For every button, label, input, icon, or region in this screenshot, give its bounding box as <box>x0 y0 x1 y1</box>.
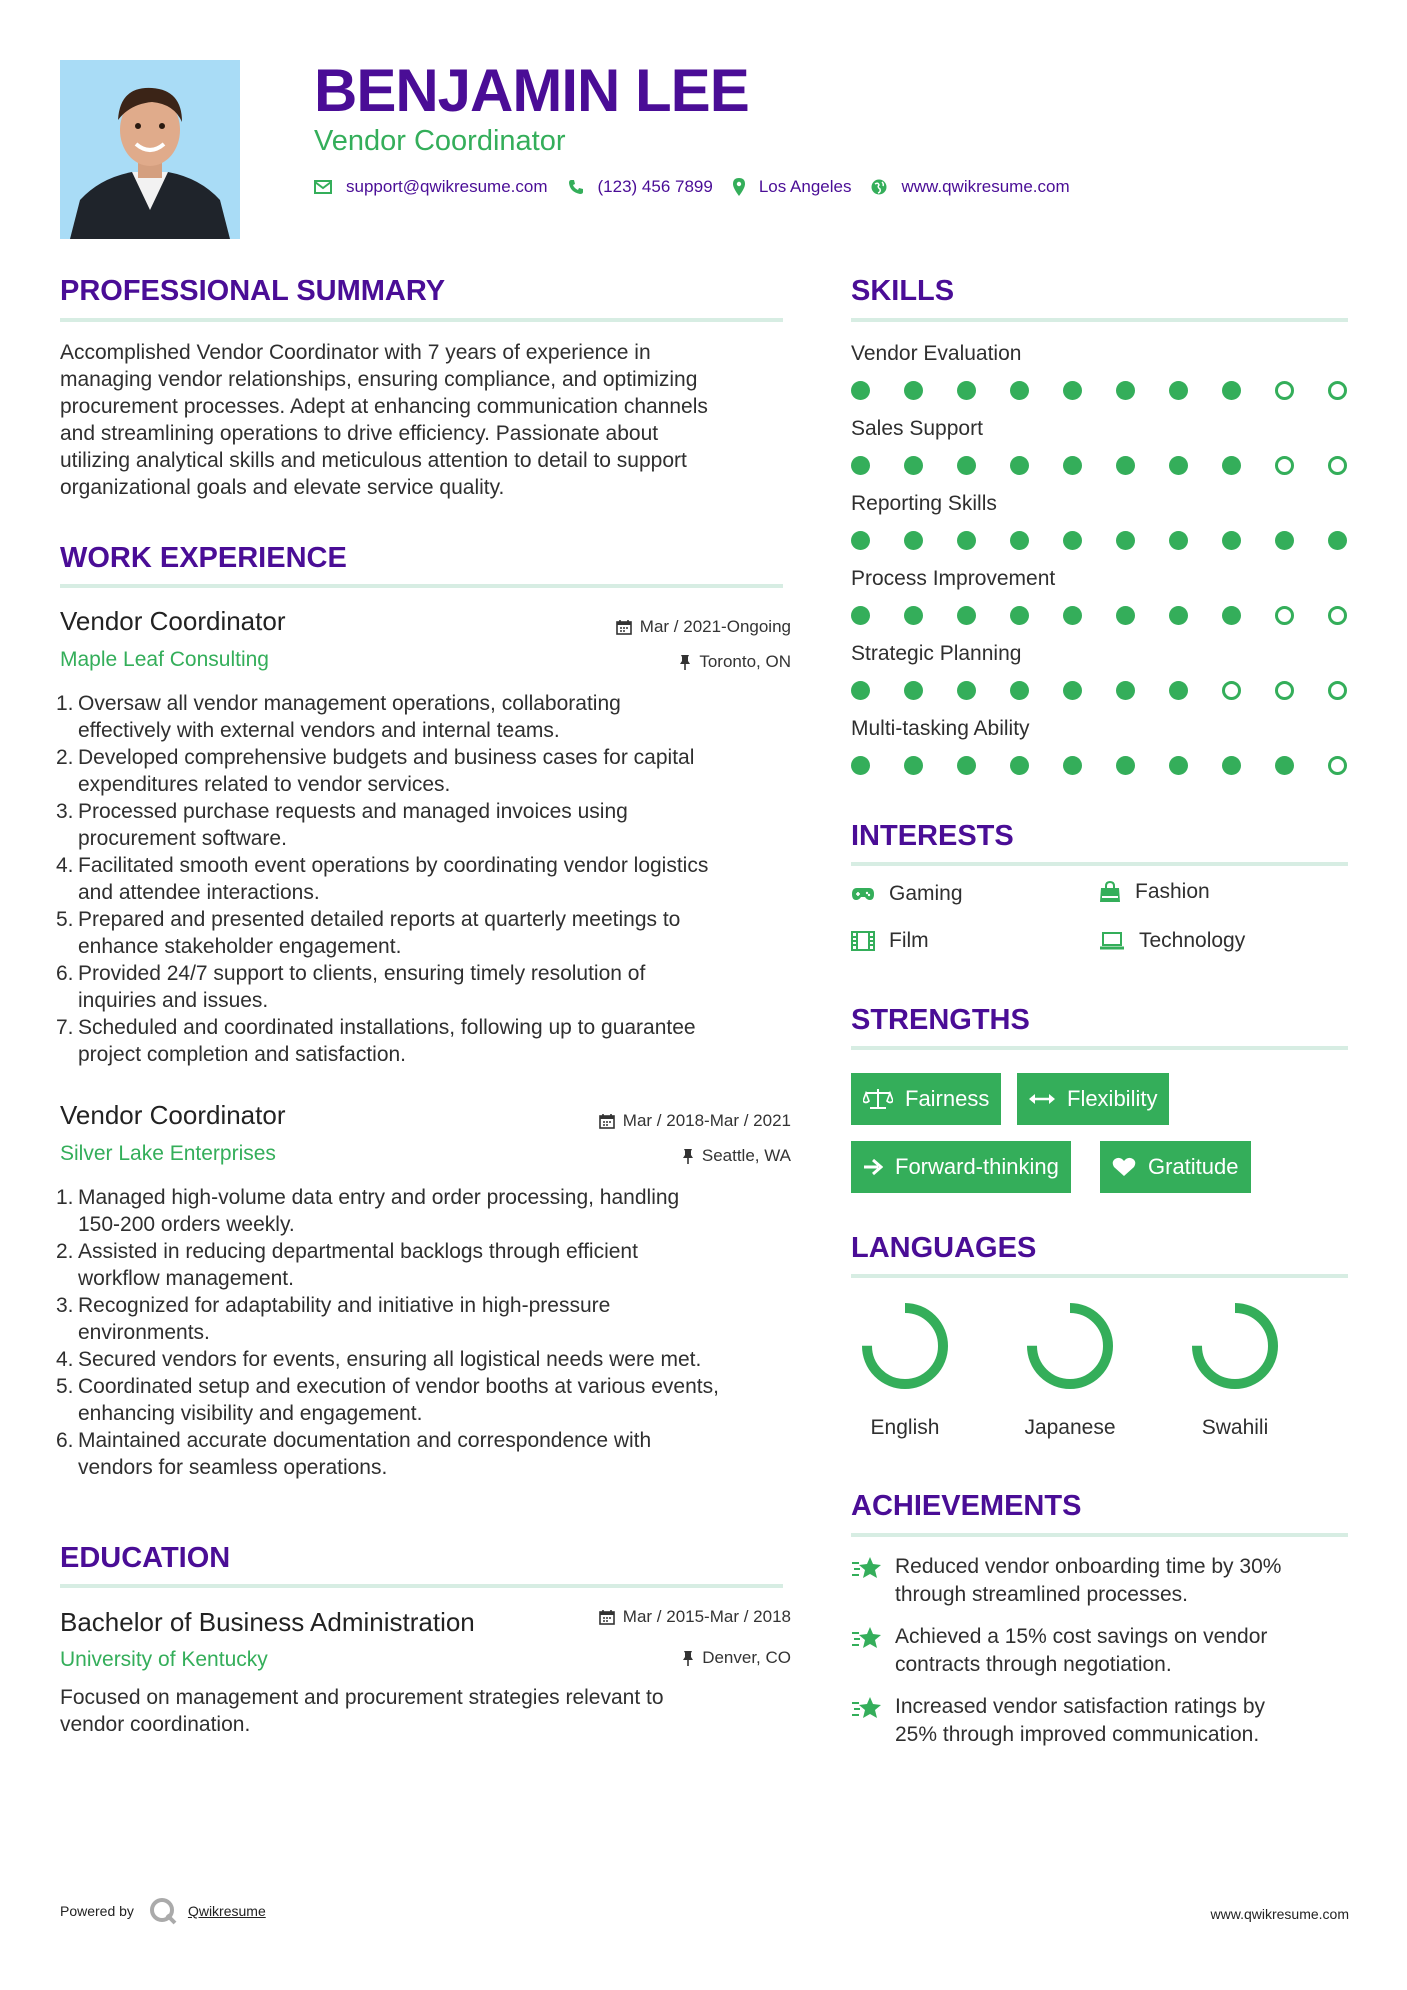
achievement-line: contracts through negotiation. <box>895 1653 1172 1676</box>
skill-dot-filled <box>1116 456 1135 475</box>
interest-fashion <box>1099 880 1210 904</box>
website-text: www.qwikresume.com <box>901 177 1070 196</box>
skill-dot-empty <box>1275 606 1294 625</box>
skill-rating <box>851 606 1351 626</box>
skill-dot-filled <box>904 381 923 400</box>
skill-dot-empty <box>1328 756 1347 775</box>
language-level-ring <box>1024 1300 1116 1392</box>
skill-name: Reporting Skills <box>851 492 997 515</box>
strength-badge-forward-thinking <box>851 1141 1071 1193</box>
achievement-line: Increased vendor satisfaction ratings by <box>895 1695 1266 1718</box>
list-item: 6. Maintained accurate documentation and correspondence with vendors for seamless operations. <box>56 1429 652 1479</box>
experience-title: WORK EXPERIENCE <box>60 542 347 574</box>
skill-dot-filled <box>1169 606 1188 625</box>
skill-dot-filled <box>1063 681 1082 700</box>
language-name: English <box>870 1416 940 1439</box>
job-date <box>616 617 791 637</box>
skill-dot-filled <box>957 756 976 775</box>
company-name: Silver Lake Enterprises <box>60 1142 276 1165</box>
skill-dot-filled <box>851 531 870 550</box>
skill-dot-filled <box>1010 681 1029 700</box>
skills-title: SKILLS <box>851 275 955 307</box>
skill-dot-filled <box>904 756 923 775</box>
summary-text <box>60 339 790 501</box>
summary-line: Accomplished Vendor Coordinator with 7 years of experience in <box>60 341 651 364</box>
achievements-title: ACHIEVEMENTS <box>851 1490 1082 1522</box>
summary-line: utilizing analytical skills and meticulous attention to detail to support <box>60 449 687 472</box>
education-date <box>599 1607 791 1627</box>
skill-dot-empty <box>1328 456 1347 475</box>
star-award-icon <box>851 1693 883 1721</box>
skill-dot-filled <box>904 606 923 625</box>
profile-photo <box>60 60 240 239</box>
education-location <box>682 1648 791 1668</box>
skill-dot-filled <box>1169 456 1188 475</box>
list-item: 2. Assisted in reducing departmental backlogs through efficient workflow management. <box>56 1240 638 1290</box>
achievement-text <box>895 1693 1335 1749</box>
job-location-text: Toronto, ON <box>699 652 791 671</box>
skill-dot-filled <box>1222 381 1241 400</box>
interests-divider <box>851 862 1348 866</box>
contact-phone[interactable] <box>568 177 713 197</box>
list-item: 3. Processed purchase requests and managed invoices using procurement software. <box>56 800 628 850</box>
pushpin-icon <box>682 1148 694 1164</box>
skill-dot-filled <box>1063 756 1082 775</box>
education-divider <box>60 1584 783 1588</box>
achievement-text <box>895 1553 1335 1609</box>
skill-dot-empty <box>1222 681 1241 700</box>
balance-scale-icon <box>863 1088 893 1110</box>
job-title: Vendor Coordinator <box>60 1100 286 1130</box>
list-item: 5. Prepared and presented detailed reports at quarterly meetings to enhance stakeholder engagement. <box>56 908 681 958</box>
job-date-text: Mar / 2018-Mar / 2021 <box>622 1111 791 1130</box>
globe-icon <box>871 179 887 195</box>
job-bullets <box>56 690 800 1068</box>
list-item: 3. Recognized for adaptability and initiative in high-pressure environments. <box>56 1294 611 1344</box>
phone-text: (123) 456 7899 <box>597 177 713 196</box>
company-name: Maple Leaf Consulting <box>60 648 269 671</box>
education-date-text: Mar / 2015-Mar / 2018 <box>622 1607 791 1626</box>
location-text: Los Angeles <box>758 177 852 196</box>
skill-dot-filled <box>957 681 976 700</box>
skill-dot-filled <box>957 381 976 400</box>
summary-line: and streamlining operations to drive efficiency. Passionate about <box>60 422 659 445</box>
job-location-text: Seattle, WA <box>701 1146 791 1165</box>
language-name: Japanese <box>1024 1416 1116 1439</box>
shopping-bag-icon <box>1099 881 1121 903</box>
skill-dot-filled <box>1222 606 1241 625</box>
list-item: 1. Managed high-volume data entry and order processing, handling 150-200 orders weekly. <box>56 1186 680 1236</box>
skill-dot-filled <box>1328 531 1347 550</box>
skill-dot-filled <box>904 681 923 700</box>
map-pin-icon <box>733 178 745 196</box>
education-location-text: Denver, CO <box>702 1648 791 1667</box>
job-title: Vendor Coordinator <box>60 606 286 636</box>
skill-dot-filled <box>904 531 923 550</box>
skill-dot-filled <box>1169 531 1188 550</box>
skill-dot-filled <box>851 381 870 400</box>
interest-technology <box>1099 929 1245 953</box>
interest-label: Film <box>889 929 929 952</box>
skill-dot-filled <box>1010 756 1029 775</box>
job-location <box>679 652 791 672</box>
skill-dot-filled <box>1063 606 1082 625</box>
list-item: 2. Developed comprehensive budgets and business cases for capital expenditures related to vendor services. <box>56 746 695 796</box>
job-bullets <box>56 1184 800 1481</box>
contact-location <box>733 177 852 197</box>
skill-rating <box>851 756 1351 776</box>
degree-title: Bachelor of Business Administration <box>60 1607 475 1637</box>
skill-dot-filled <box>1116 606 1135 625</box>
interest-label: Technology <box>1139 929 1246 952</box>
skill-dot-filled <box>1010 381 1029 400</box>
skill-dot-empty <box>1328 381 1347 400</box>
skill-dot-filled <box>1169 681 1188 700</box>
skill-dot-filled <box>1010 531 1029 550</box>
strengths-title: STRENGTHS <box>851 1004 1030 1036</box>
strength-badge-gratitude <box>1100 1141 1251 1193</box>
strength-label: Fairness <box>905 1086 990 1111</box>
languages-title: LANGUAGES <box>851 1232 1037 1264</box>
envelope-icon <box>314 180 332 194</box>
skill-dot-filled <box>957 606 976 625</box>
language-level-ring <box>859 1300 951 1392</box>
achievement-item <box>851 1553 1335 1609</box>
skill-name: Vendor Evaluation <box>851 342 1022 365</box>
education-line: Focused on management and procurement strategies relevant to <box>60 1686 664 1709</box>
pushpin-icon <box>679 654 691 670</box>
contact-row <box>314 177 1090 197</box>
job-date <box>599 1111 791 1131</box>
skill-rating <box>851 531 1351 551</box>
email-text: support@qwikresume.com <box>346 177 548 196</box>
star-award-icon <box>851 1623 883 1651</box>
interests-title: INTERESTS <box>851 820 1014 852</box>
achievement-line: 25% through improved communication. <box>895 1723 1260 1746</box>
skill-dot-filled <box>1116 681 1135 700</box>
skill-dot-filled <box>904 456 923 475</box>
job-date-text: Mar / 2021-Ongoing <box>639 617 791 636</box>
skill-dot-filled <box>957 456 976 475</box>
achievement-line: Reduced vendor onboarding time by 30% <box>895 1555 1282 1578</box>
education-line: vendor coordination. <box>60 1713 251 1736</box>
language-level-arc <box>867 1308 943 1384</box>
arrow-right-icon <box>863 1158 883 1176</box>
list-item: 1. Oversaw all vendor management operations, collaborating effectively with external vendors and internal teams. <box>56 692 621 742</box>
interest-gaming <box>851 882 963 906</box>
achievement-item <box>851 1623 1335 1679</box>
candidate-role: Vendor Coordinator <box>314 125 566 157</box>
contact-website[interactable] <box>871 177 1069 197</box>
skill-rating <box>851 681 1351 701</box>
skill-dot-filled <box>1063 381 1082 400</box>
skill-dot-empty <box>1275 456 1294 475</box>
skill-dot-filled <box>1010 606 1029 625</box>
qwikresume-logo-icon <box>148 1896 178 1926</box>
skill-dot-empty <box>1328 681 1347 700</box>
skill-dot-filled <box>851 606 870 625</box>
list-item: 7. Scheduled and coordinated installations, following up to guarantee project completion and satisfaction. <box>56 1016 696 1066</box>
calendar-icon <box>616 619 632 635</box>
strength-label: Forward-thinking <box>895 1154 1059 1179</box>
skill-name: Strategic Planning <box>851 642 1022 665</box>
list-item: 6. Provided 24/7 support to clients, ensuring timely resolution of inquiries and issues. <box>56 962 646 1012</box>
skill-dot-filled <box>1222 756 1241 775</box>
skill-dot-filled <box>1275 756 1294 775</box>
achievement-line: Achieved a 15% cost savings on vendor <box>895 1625 1268 1648</box>
laptop-icon <box>1099 932 1125 950</box>
calendar-icon <box>599 1113 615 1129</box>
education-title: EDUCATION <box>60 1542 231 1574</box>
skill-dot-filled <box>1116 531 1135 550</box>
footer-site[interactable]: www.qwikresume.com <box>1210 1906 1349 1922</box>
skill-dot-filled <box>1063 531 1082 550</box>
skill-dot-empty <box>1328 606 1347 625</box>
interest-label: Fashion <box>1135 880 1210 903</box>
skill-dot-filled <box>851 456 870 475</box>
experience-divider <box>60 584 783 588</box>
achievements-divider <box>851 1533 1348 1537</box>
film-icon <box>851 931 875 951</box>
summary-divider <box>60 318 783 322</box>
skill-name: Multi-tasking Ability <box>851 717 1030 740</box>
strength-label: Gratitude <box>1148 1154 1239 1179</box>
interest-film <box>851 929 929 953</box>
skill-dot-filled <box>1222 456 1241 475</box>
language-name: Swahili <box>1201 1416 1269 1439</box>
powered-by-label: Powered by <box>60 1903 134 1919</box>
strength-badge-flexibility <box>1017 1073 1169 1125</box>
skill-dot-filled <box>851 756 870 775</box>
skill-dot-filled <box>1116 756 1135 775</box>
languages-divider <box>851 1274 1348 1278</box>
skill-dot-empty <box>1275 381 1294 400</box>
candidate-name: BENJAMIN LEE <box>314 57 749 124</box>
language-level-ring <box>1189 1300 1281 1392</box>
list-item: 4. Facilitated smooth event operations by coordinating vendor logistics and attendee interactions. <box>56 854 709 904</box>
strength-label: Flexibility <box>1067 1086 1158 1111</box>
skill-dot-filled <box>1169 381 1188 400</box>
achievement-line: through streamlined processes. <box>895 1583 1188 1606</box>
brand-link[interactable]: Qwikresume <box>187 1903 266 1919</box>
summary-line: managing vendor relationships, ensuring compliance, and optimizing <box>60 368 698 391</box>
skill-dot-filled <box>957 531 976 550</box>
skill-dot-filled <box>1222 531 1241 550</box>
job-location <box>682 1146 791 1166</box>
skill-rating <box>851 456 1351 476</box>
skill-name: Process Improvement <box>851 567 1056 590</box>
skill-rating <box>851 381 1351 401</box>
achievement-text <box>895 1623 1335 1679</box>
pushpin-icon <box>682 1650 694 1666</box>
language-level-arc <box>1032 1308 1108 1384</box>
phone-icon <box>568 179 584 195</box>
education-description <box>60 1684 800 1738</box>
school-name: University of Kentucky <box>60 1648 268 1671</box>
gamepad-icon <box>851 886 875 902</box>
arrows-horizontal-icon <box>1029 1092 1055 1106</box>
skill-dot-empty <box>1275 681 1294 700</box>
skill-dot-filled <box>1275 531 1294 550</box>
summary-line: procurement processes. Adept at enhancing communication channels <box>60 395 708 418</box>
summary-title: PROFESSIONAL SUMMARY <box>60 275 446 307</box>
contact-email[interactable] <box>314 177 548 197</box>
footer-powered <box>60 1896 266 1926</box>
star-award-icon <box>851 1553 883 1581</box>
skill-dot-filled <box>1063 456 1082 475</box>
list-item: 5. Coordinated setup and execution of vendor booths at various events, enhancing visibility and engagement. <box>56 1375 719 1425</box>
achievement-item <box>851 1693 1335 1749</box>
list-item: 4. Secured vendors for events, ensuring all logistical needs were met. <box>56 1348 702 1371</box>
skills-divider <box>851 318 1348 322</box>
summary-line: organizational goals and elevate service quality. <box>60 476 505 499</box>
calendar-icon <box>599 1609 615 1625</box>
skill-dot-filled <box>1169 756 1188 775</box>
strength-badge-fairness <box>851 1073 1001 1125</box>
skill-dot-filled <box>1116 381 1135 400</box>
language-level-arc <box>1197 1308 1273 1384</box>
skill-dot-filled <box>851 681 870 700</box>
strengths-divider <box>851 1046 1348 1050</box>
heart-icon <box>1112 1157 1136 1177</box>
interest-label: Gaming <box>889 882 963 905</box>
skill-dot-filled <box>1010 456 1029 475</box>
skill-name: Sales Support <box>851 417 983 440</box>
